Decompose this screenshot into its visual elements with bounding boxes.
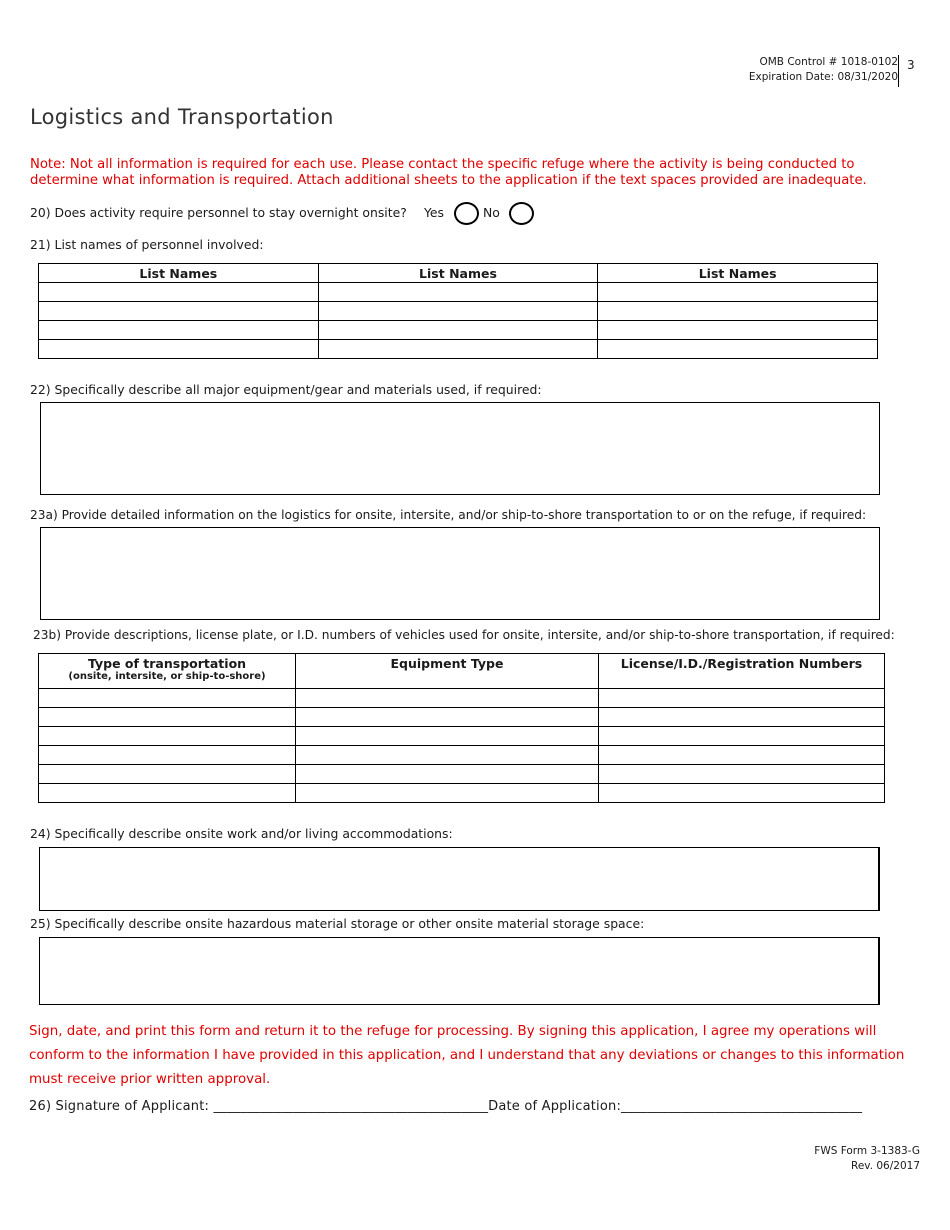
personnel-cell[interactable]: [318, 302, 598, 321]
vehicle-cell[interactable]: [599, 746, 885, 765]
vehicle-cell[interactable]: [599, 784, 885, 803]
section-title: Logistics and Transportation: [30, 105, 334, 129]
vehicle-cell[interactable]: [39, 708, 296, 727]
vehicle-cell[interactable]: [599, 708, 885, 727]
personnel-cell[interactable]: [39, 340, 319, 359]
vehicle-cell[interactable]: [599, 727, 885, 746]
personnel-cell[interactable]: [598, 340, 878, 359]
personnel-cell[interactable]: [318, 321, 598, 340]
q20-no-radio[interactable]: [509, 202, 534, 225]
vehicle-cell[interactable]: [296, 727, 599, 746]
vehicle-cell[interactable]: [296, 765, 599, 784]
q22-label: 22) Specifically describe all major equipment/gear and materials used, if required:: [30, 382, 542, 397]
vehicle-col-header-equipment: Equipment Type: [296, 654, 599, 689]
equipment-description-field[interactable]: [40, 402, 880, 495]
storage-description-field[interactable]: [39, 937, 880, 1005]
vehicle-cell[interactable]: [39, 746, 296, 765]
table-row: [39, 746, 885, 765]
personnel-cell[interactable]: [318, 340, 598, 359]
table-row: [39, 727, 885, 746]
table-row: [39, 283, 878, 302]
personnel-table: [38, 263, 878, 359]
vehicle-col-header-type: [39, 654, 296, 689]
vehicle-cell[interactable]: [296, 689, 599, 708]
vehicle-cell[interactable]: [599, 765, 885, 784]
form-number: FWS Form 3-1383-G: [814, 1145, 920, 1157]
q24-label: 24) Specifically describe onsite work and/or living accommodations:: [30, 826, 453, 841]
table-row: [39, 302, 878, 321]
table-row: [39, 321, 878, 340]
table-row: [39, 708, 885, 727]
omb-control-number: OMB Control # 1018-0102: [759, 56, 898, 68]
personnel-cell[interactable]: [598, 302, 878, 321]
q21-label: 21) List names of personnel involved:: [30, 237, 264, 252]
form-footer: [814, 1144, 920, 1174]
vehicle-cell[interactable]: [296, 784, 599, 803]
signature-notice: Sign, date, and print this form and return it to the refuge for processing. By signing this application, I agree my operations will conform to the information I have provided in this application, and I understand that any deviations or changes to this information must receive prior written approval.: [29, 1024, 905, 1087]
vehicle-cell[interactable]: [39, 727, 296, 746]
personnel-col-header-1: List Names: [39, 264, 319, 283]
vehicle-cell[interactable]: [296, 708, 599, 727]
personnel-cell[interactable]: [598, 283, 878, 302]
personnel-cell[interactable]: [39, 321, 319, 340]
q25-label: 25) Specifically describe onsite hazardous material storage or other onsite material storage space:: [30, 916, 645, 931]
vehicle-cell[interactable]: [599, 689, 885, 708]
personnel-cell[interactable]: [318, 283, 598, 302]
accommodations-description-field[interactable]: [39, 847, 880, 911]
transport-type-subheading: (onsite, intersite, or ship-to-shore): [68, 671, 266, 682]
form-revision: Rev. 06/2017: [851, 1160, 920, 1172]
page-number: 3: [898, 55, 915, 87]
personnel-cell[interactable]: [39, 302, 319, 321]
table-row: [39, 765, 885, 784]
vehicle-table: [38, 653, 885, 803]
vehicle-cell[interactable]: [39, 784, 296, 803]
table-row: [39, 784, 885, 803]
q20-no-label: No: [483, 205, 500, 220]
personnel-col-header-2: List Names: [318, 264, 598, 283]
vehicle-col-header-license: License/I.D./Registration Numbers: [599, 654, 885, 689]
vehicle-cell[interactable]: [39, 689, 296, 708]
table-row: [39, 689, 885, 708]
q23a-label: 23a) Provide detailed information on the logistics for onsite, intersite, and/or ship-to-shore transportation to or on the refuge, if required:: [30, 508, 867, 522]
q20-yes-radio[interactable]: [454, 202, 479, 225]
vehicle-cell[interactable]: [39, 765, 296, 784]
q23b-label: 23b) Provide descriptions, license plate, or I.D. numbers of vehicles used for onsite, intersite, and/or ship-to-shore transportation, if required:: [33, 628, 895, 642]
expiration-date: Expiration Date: 08/31/2020: [748, 71, 898, 83]
personnel-cell[interactable]: [598, 321, 878, 340]
vehicle-cell[interactable]: [296, 746, 599, 765]
logistics-description-field[interactable]: [40, 527, 880, 620]
q20-label: 20) Does activity require personnel to stay overnight onsite?: [30, 205, 407, 220]
table-row: [39, 340, 878, 359]
personnel-col-header-3: List Names: [598, 264, 878, 283]
instruction-note: Note: Not all information is required for each use. Please contact the specific refuge where the activity is being conducted to determine what information is required. Attach additional sheets to the application if the text spaces provided are inadequate.: [30, 157, 867, 188]
omb-header: [749, 55, 898, 85]
q20-yes-label: Yes: [424, 205, 445, 220]
signature-date-line[interactable]: 26) Signature of Applicant: _________________________________________Date of Application:____________________________________: [29, 1099, 863, 1114]
personnel-cell[interactable]: [39, 283, 319, 302]
transport-type-heading: Type of transportation: [87, 656, 247, 671]
